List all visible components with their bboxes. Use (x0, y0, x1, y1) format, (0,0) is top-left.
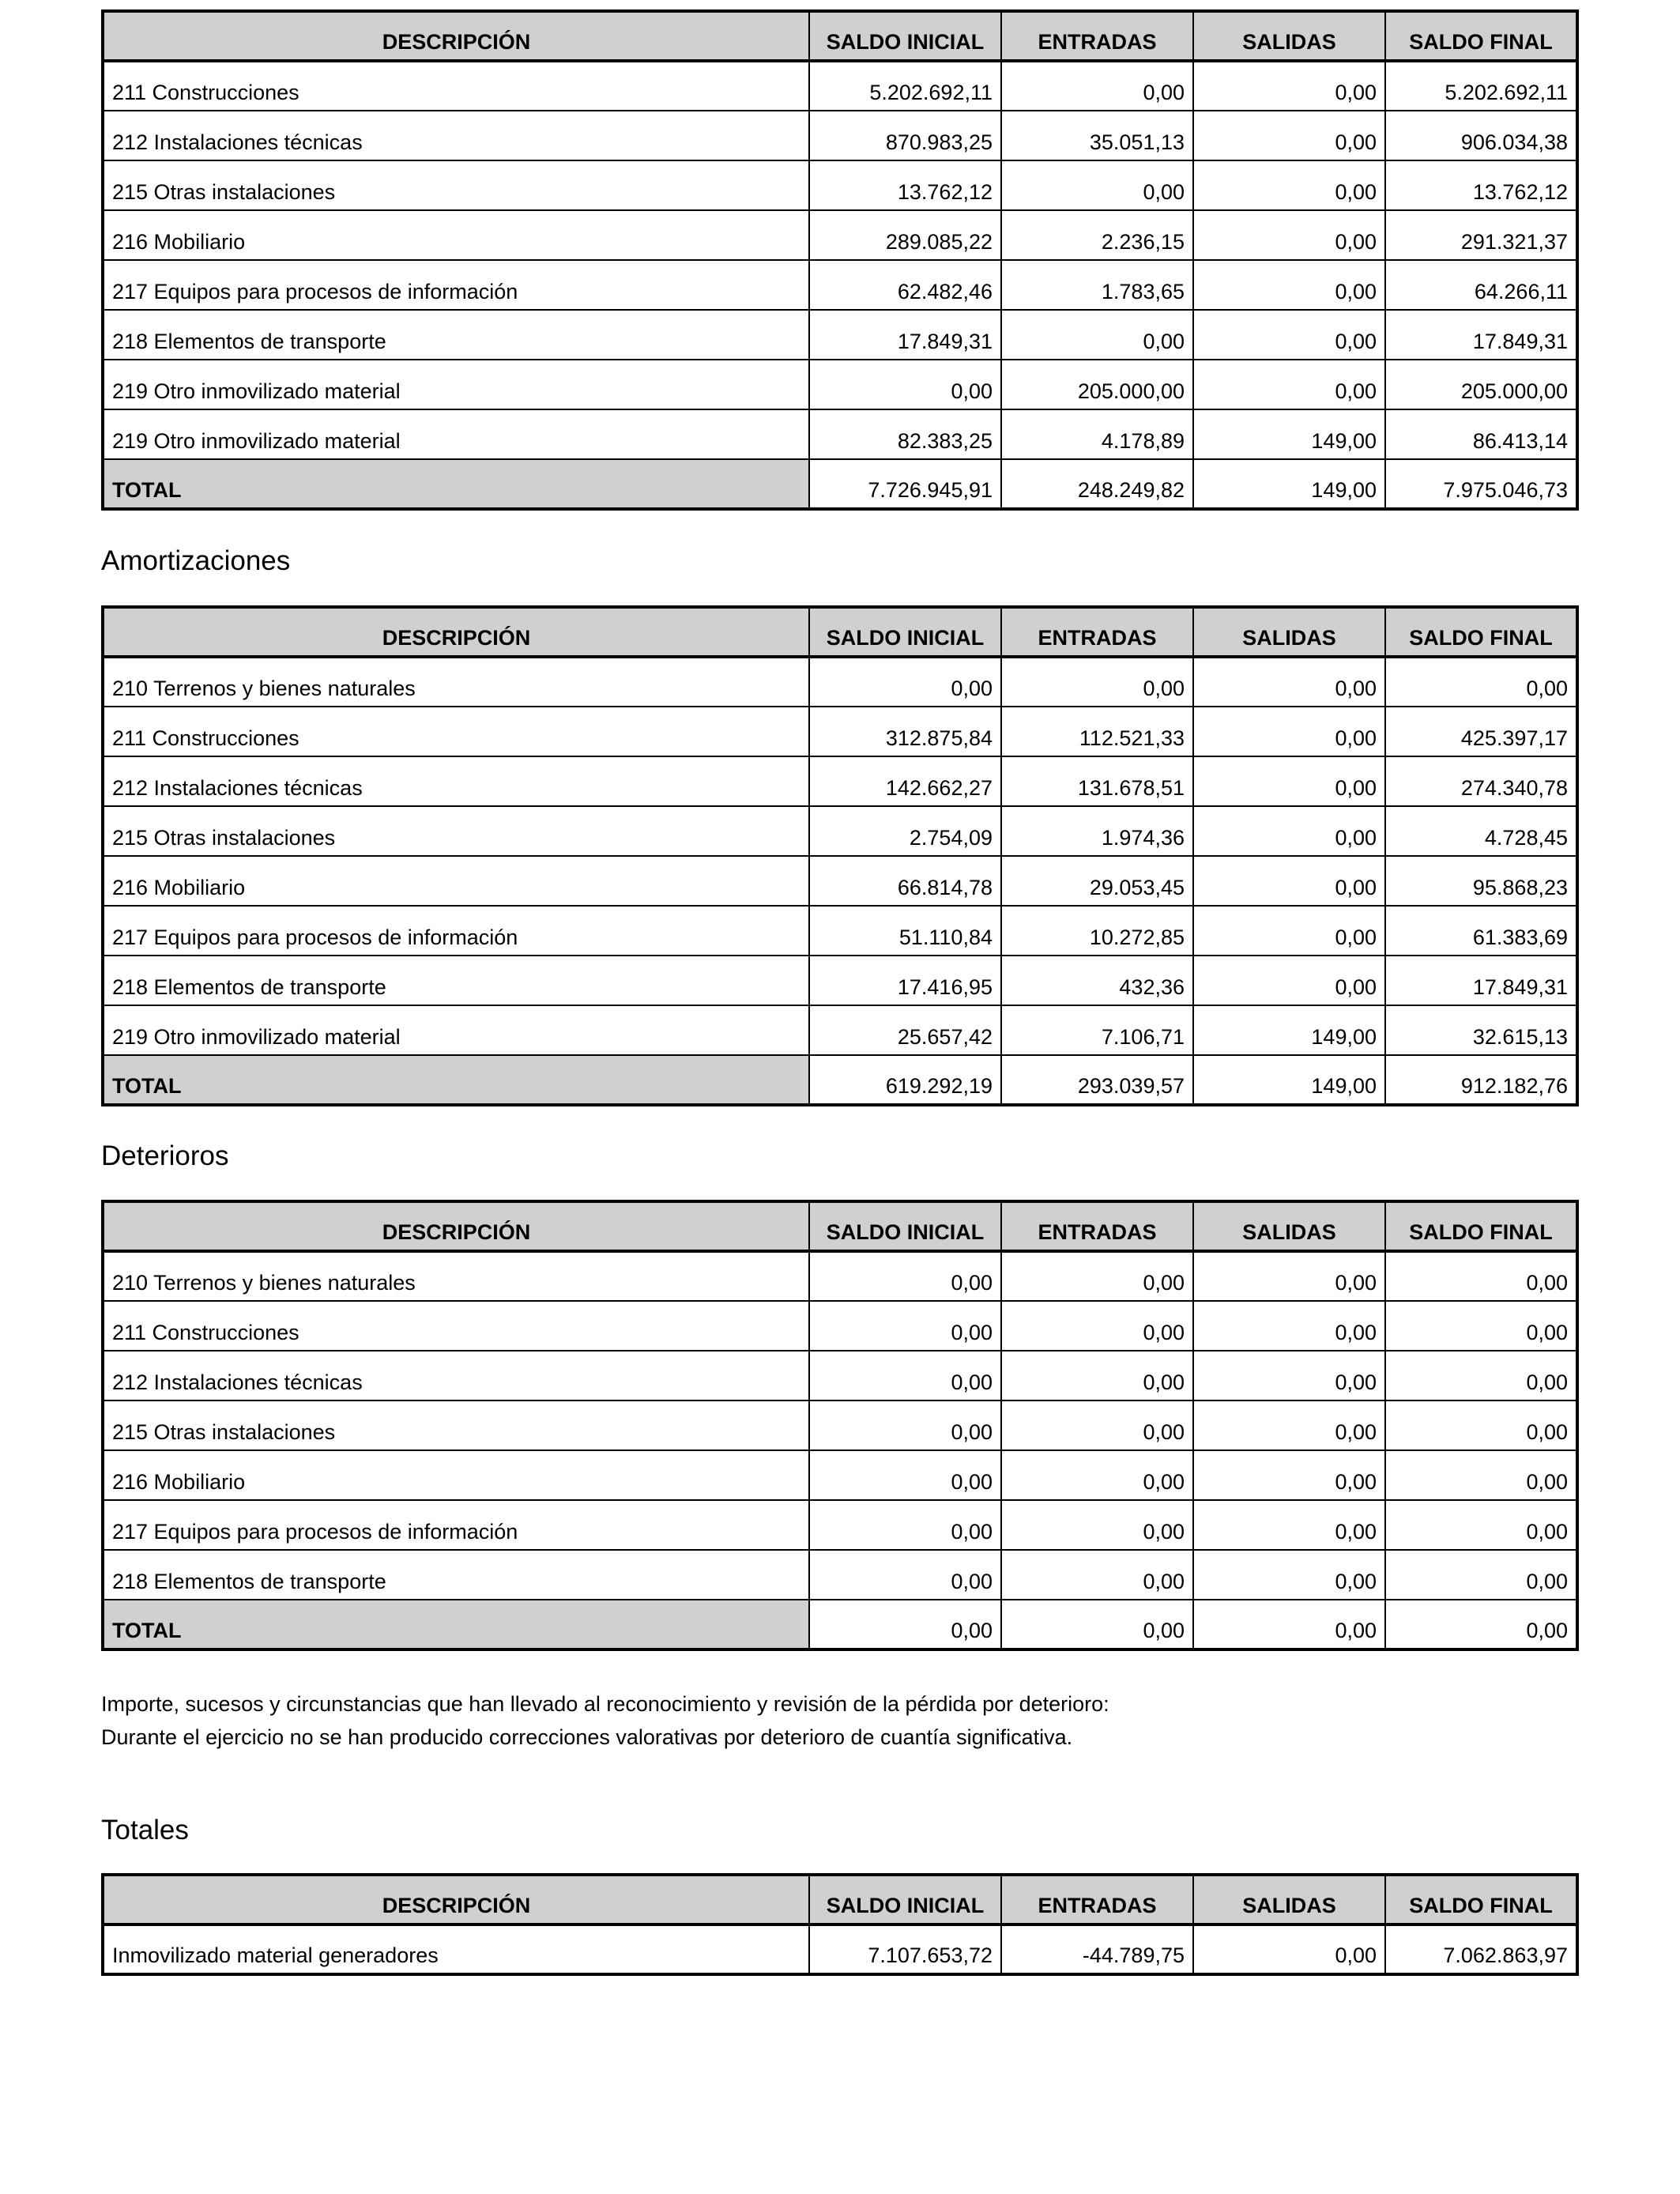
column-header: DESCRIPCIÓN (103, 1875, 809, 1924)
row-value: 0,00 (1193, 806, 1385, 856)
table-row (103, 1500, 1577, 1550)
row-description: Inmovilizado material generadores (103, 1924, 809, 1974)
row-value: 0,00 (1001, 310, 1193, 360)
row-value: 0,00 (809, 1351, 1001, 1400)
row-description: 215 Otras instalaciones (103, 160, 809, 210)
row-description: 218 Elementos de transporte (103, 310, 809, 360)
row-value: 61.383,69 (1385, 906, 1577, 956)
row-value: 0,00 (1193, 657, 1385, 707)
section-title-totales: Totales (101, 1815, 189, 1845)
row-value: 4.728,45 (1385, 806, 1577, 856)
column-header: SALIDAS (1193, 607, 1385, 657)
row-value: 2.236,15 (1001, 210, 1193, 260)
table-row (103, 906, 1577, 956)
row-value: 0,00 (1193, 310, 1385, 360)
row-description: 212 Instalaciones técnicas (103, 111, 809, 160)
row-value: 0,00 (1193, 111, 1385, 160)
section-title-deterioros: Deterioros (101, 1140, 229, 1171)
table-row (103, 160, 1577, 210)
table-row (103, 310, 1577, 360)
total-value: 149,00 (1193, 459, 1385, 509)
row-value: 0,00 (1001, 1500, 1193, 1550)
row-description: 211 Construcciones (103, 707, 809, 756)
row-value: 66.814,78 (809, 856, 1001, 906)
row-value: 0,00 (1001, 657, 1193, 707)
row-value: 7.062.863,97 (1385, 1924, 1577, 1974)
column-header: DESCRIPCIÓN (103, 11, 809, 61)
table-header-row (103, 1201, 1577, 1251)
row-value: 5.202.692,11 (1385, 61, 1577, 111)
row-value: 82.383,25 (809, 409, 1001, 459)
row-value: 13.762,12 (1385, 160, 1577, 210)
column-header: SALDO FINAL (1385, 607, 1577, 657)
table-row (103, 1301, 1577, 1351)
column-header: SALIDAS (1193, 11, 1385, 61)
table-header-row (103, 607, 1577, 657)
row-value: 0,00 (1001, 160, 1193, 210)
row-value: -44.789,75 (1001, 1924, 1193, 1974)
row-value: 0,00 (1193, 856, 1385, 906)
table-row (103, 1550, 1577, 1600)
row-value: 17.416,95 (809, 956, 1001, 1005)
row-value: 0,00 (809, 1400, 1001, 1450)
row-value: 7.107.653,72 (809, 1924, 1001, 1974)
column-header: DESCRIPCIÓN (103, 1201, 809, 1251)
table-row (103, 1450, 1577, 1500)
total-label: TOTAL (103, 459, 809, 509)
row-value: 0,00 (1385, 1301, 1577, 1351)
row-value: 2.754,09 (809, 806, 1001, 856)
column-header: SALIDAS (1193, 1875, 1385, 1924)
column-header: ENTRADAS (1001, 607, 1193, 657)
row-value: 0,00 (1193, 1500, 1385, 1550)
row-value: 0,00 (1193, 1550, 1385, 1600)
total-value: 0,00 (1001, 1600, 1193, 1649)
row-value: 142.662,27 (809, 756, 1001, 806)
row-value: 95.868,23 (1385, 856, 1577, 906)
table-row (103, 409, 1577, 459)
row-value: 17.849,31 (809, 310, 1001, 360)
column-header: ENTRADAS (1001, 1875, 1193, 1924)
row-value: 0,00 (1193, 1351, 1385, 1400)
row-value: 0,00 (1385, 1450, 1577, 1500)
row-value: 5.202.692,11 (809, 61, 1001, 111)
total-label: TOTAL (103, 1055, 809, 1105)
column-header: SALDO FINAL (1385, 1201, 1577, 1251)
row-value: 0,00 (1193, 260, 1385, 310)
total-value: 293.039,57 (1001, 1055, 1193, 1105)
row-value: 289.085,22 (809, 210, 1001, 260)
row-value: 906.034,38 (1385, 111, 1577, 160)
table-row (103, 806, 1577, 856)
row-value: 0,00 (1193, 707, 1385, 756)
row-value: 0,00 (1001, 1450, 1193, 1500)
row-value: 7.106,71 (1001, 1005, 1193, 1055)
row-value: 0,00 (1385, 1351, 1577, 1400)
total-row (103, 459, 1577, 509)
row-value: 17.849,31 (1385, 956, 1577, 1005)
table-row (103, 707, 1577, 756)
total-value: 0,00 (1385, 1600, 1577, 1649)
row-value: 0,00 (1193, 360, 1385, 409)
row-description: 217 Equipos para procesos de información (103, 906, 809, 956)
table-row (103, 956, 1577, 1005)
row-value: 0,00 (1001, 1400, 1193, 1450)
row-value: 0,00 (1193, 1400, 1385, 1450)
row-description: 218 Elementos de transporte (103, 1550, 809, 1600)
row-value: 86.413,14 (1385, 409, 1577, 459)
row-description: 215 Otras instalaciones (103, 1400, 809, 1450)
row-value: 131.678,51 (1001, 756, 1193, 806)
table-header-row (103, 1875, 1577, 1924)
total-value: 7.726.945,91 (809, 459, 1001, 509)
row-value: 0,00 (809, 1251, 1001, 1301)
note-line-1: Importe, sucesos y circunstancias que han llevado al reconocimiento y revisión de la pérdida por deterioro: (101, 1692, 1109, 1716)
total-row (103, 1055, 1577, 1105)
table-row (103, 260, 1577, 310)
table-header-row (103, 11, 1577, 61)
row-value: 29.053,45 (1001, 856, 1193, 906)
row-value: 149,00 (1193, 409, 1385, 459)
row-value: 0,00 (1193, 906, 1385, 956)
table-deterioros (101, 1200, 1579, 1651)
row-value: 0,00 (1385, 1400, 1577, 1450)
row-description: 212 Instalaciones técnicas (103, 1351, 809, 1400)
row-value: 312.875,84 (809, 707, 1001, 756)
row-value: 4.178,89 (1001, 409, 1193, 459)
row-description: 210 Terrenos y bienes naturales (103, 1251, 809, 1301)
row-description: 215 Otras instalaciones (103, 806, 809, 856)
total-value: 149,00 (1193, 1055, 1385, 1105)
table-row (103, 657, 1577, 707)
total-value: 7.975.046,73 (1385, 459, 1577, 509)
total-value: 619.292,19 (809, 1055, 1001, 1105)
row-description: 212 Instalaciones técnicas (103, 756, 809, 806)
table-row (103, 1400, 1577, 1450)
table-row (103, 856, 1577, 906)
column-header: SALDO INICIAL (809, 1201, 1001, 1251)
row-value: 0,00 (1001, 1301, 1193, 1351)
total-value: 912.182,76 (1385, 1055, 1577, 1105)
row-value: 0,00 (1193, 756, 1385, 806)
row-value: 0,00 (809, 1550, 1001, 1600)
total-row (103, 1600, 1577, 1649)
total-value: 0,00 (809, 1600, 1001, 1649)
row-value: 0,00 (1193, 1450, 1385, 1500)
row-value: 870.983,25 (809, 111, 1001, 160)
note-line-2: Durante el ejercicio no se han producido correcciones valorativas por deterioro de cuantía significativa. (101, 1725, 1073, 1749)
column-header: SALDO INICIAL (809, 11, 1001, 61)
row-description: 216 Mobiliario (103, 856, 809, 906)
row-value: 32.615,13 (1385, 1005, 1577, 1055)
row-value: 0,00 (1193, 1251, 1385, 1301)
total-value: 0,00 (1193, 1600, 1385, 1649)
column-header: ENTRADAS (1001, 11, 1193, 61)
column-header: SALDO FINAL (1385, 11, 1577, 61)
row-value: 0,00 (809, 1450, 1001, 1500)
row-value: 274.340,78 (1385, 756, 1577, 806)
row-description: 216 Mobiliario (103, 210, 809, 260)
row-value: 0,00 (809, 1301, 1001, 1351)
row-value: 0,00 (1193, 1924, 1385, 1974)
table-amortizaciones (101, 605, 1579, 1106)
row-value: 291.321,37 (1385, 210, 1577, 260)
row-value: 432,36 (1001, 956, 1193, 1005)
row-description: 211 Construcciones (103, 1301, 809, 1351)
column-header: ENTRADAS (1001, 1201, 1193, 1251)
row-value: 0,00 (1385, 657, 1577, 707)
row-value: 25.657,42 (809, 1005, 1001, 1055)
total-label: TOTAL (103, 1600, 809, 1649)
row-value: 112.521,33 (1001, 707, 1193, 756)
row-value: 1.783,65 (1001, 260, 1193, 310)
row-value: 10.272,85 (1001, 906, 1193, 956)
row-description: 219 Otro inmovilizado material (103, 360, 809, 409)
row-value: 205.000,00 (1001, 360, 1193, 409)
row-value: 0,00 (1193, 1301, 1385, 1351)
table-row (103, 111, 1577, 160)
row-value: 51.110,84 (809, 906, 1001, 956)
column-header: SALIDAS (1193, 1201, 1385, 1251)
table-inmovilizado (101, 9, 1579, 511)
column-header: SALDO INICIAL (809, 1875, 1001, 1924)
table-row (103, 756, 1577, 806)
table-row (103, 1251, 1577, 1301)
table-row (103, 1005, 1577, 1055)
row-value: 0,00 (1001, 1550, 1193, 1600)
row-value: 17.849,31 (1385, 310, 1577, 360)
row-value: 0,00 (809, 360, 1001, 409)
row-value: 0,00 (1193, 61, 1385, 111)
column-header: SALDO FINAL (1385, 1875, 1577, 1924)
row-description: 219 Otro inmovilizado material (103, 409, 809, 459)
table-row (103, 1351, 1577, 1400)
row-value: 1.974,36 (1001, 806, 1193, 856)
row-description: 217 Equipos para procesos de información (103, 1500, 809, 1550)
row-value: 0,00 (1001, 61, 1193, 111)
row-value: 0,00 (1385, 1251, 1577, 1301)
row-value: 425.397,17 (1385, 707, 1577, 756)
table-totales (101, 1873, 1579, 1976)
table-row (103, 210, 1577, 260)
row-value: 205.000,00 (1385, 360, 1577, 409)
row-description: 211 Construcciones (103, 61, 809, 111)
row-value: 149,00 (1193, 1005, 1385, 1055)
row-value: 0,00 (1001, 1251, 1193, 1301)
table-row (103, 61, 1577, 111)
row-value: 0,00 (1193, 956, 1385, 1005)
row-value: 0,00 (1193, 210, 1385, 260)
total-value: 248.249,82 (1001, 459, 1193, 509)
row-value: 0,00 (1385, 1500, 1577, 1550)
row-value: 0,00 (809, 1500, 1001, 1550)
column-header: SALDO INICIAL (809, 607, 1001, 657)
row-value: 64.266,11 (1385, 260, 1577, 310)
table-row (103, 360, 1577, 409)
column-header: DESCRIPCIÓN (103, 607, 809, 657)
row-value: 0,00 (1001, 1351, 1193, 1400)
row-value: 0,00 (1193, 160, 1385, 210)
row-description: 219 Otro inmovilizado material (103, 1005, 809, 1055)
row-value: 0,00 (1385, 1550, 1577, 1600)
table-row (103, 1924, 1577, 1974)
row-value: 0,00 (809, 657, 1001, 707)
row-description: 210 Terrenos y bienes naturales (103, 657, 809, 707)
row-value: 13.762,12 (809, 160, 1001, 210)
section-title-amortizaciones: Amortizaciones (101, 545, 291, 576)
row-description: 217 Equipos para procesos de información (103, 260, 809, 310)
row-description: 216 Mobiliario (103, 1450, 809, 1500)
row-value: 35.051,13 (1001, 111, 1193, 160)
row-description: 218 Elementos de transporte (103, 956, 809, 1005)
row-value: 62.482,46 (809, 260, 1001, 310)
